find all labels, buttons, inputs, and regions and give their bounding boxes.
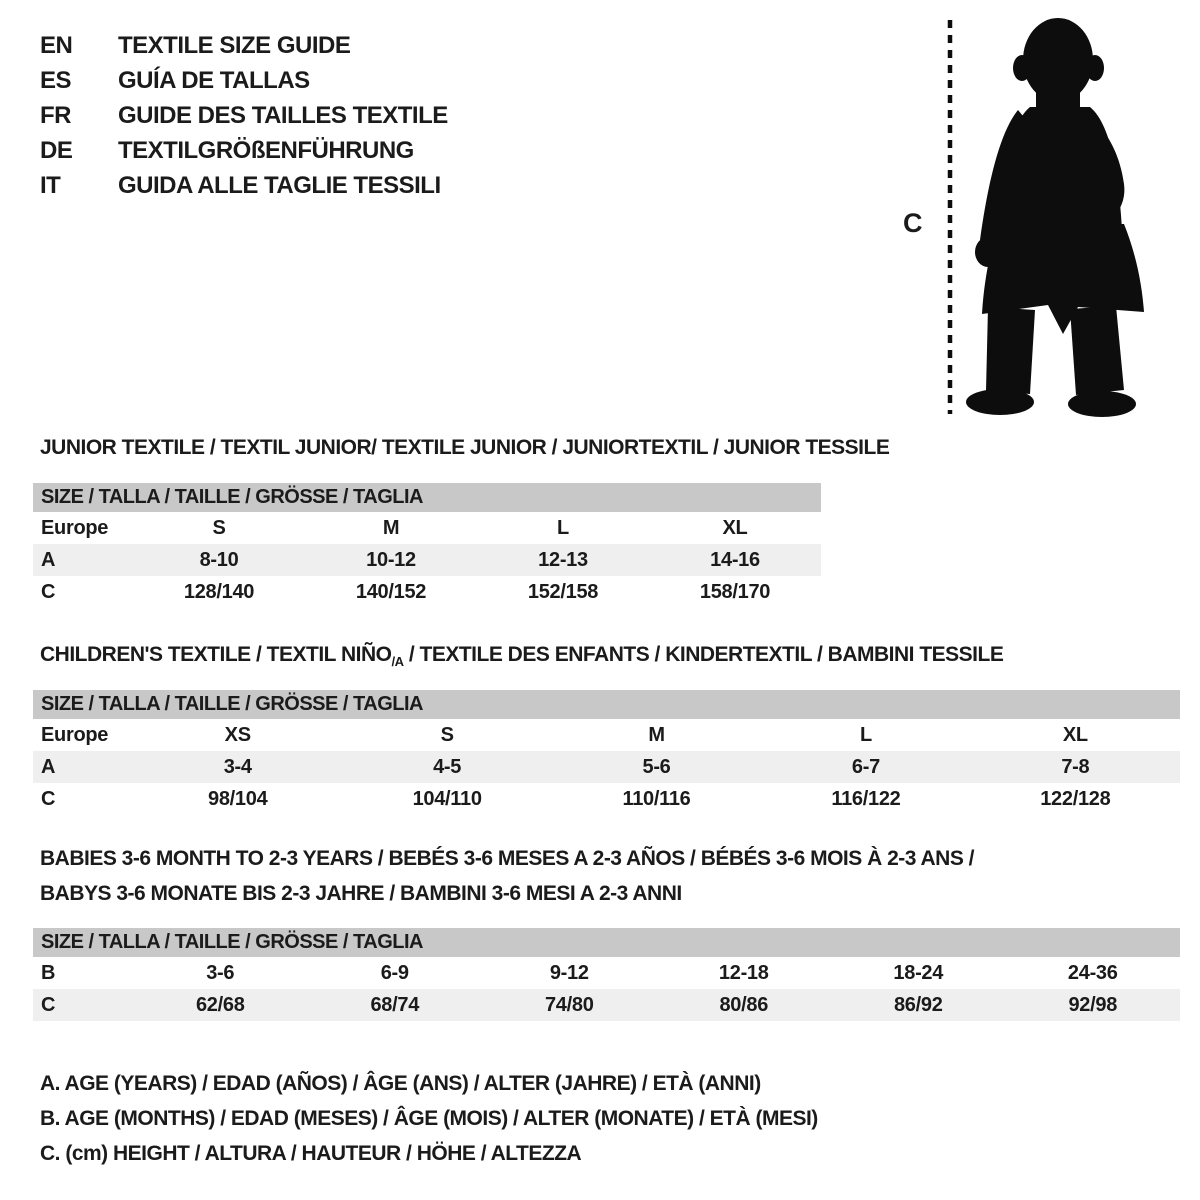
language-title: TEXTILE SIZE GUIDE xyxy=(118,32,351,59)
age-cell: 6-7 xyxy=(851,755,880,778)
height-measure-label: C xyxy=(903,208,922,238)
children-heading-rest: / TEXTILE DES ENFANTS / KINDERTEXTIL / BAMBINI TESSILE xyxy=(403,643,1004,666)
size-cell: L xyxy=(859,723,872,746)
table-row-height xyxy=(33,783,1180,815)
table-row-height xyxy=(33,576,821,608)
size-header-band: SIZE / TALLA / TAILLE / GRÖSSE / TAGLIA xyxy=(33,928,1180,957)
row-label: Europe xyxy=(41,516,109,539)
language-title: GUÍA DE TALLAS xyxy=(118,67,310,94)
height-cell: 140/152 xyxy=(355,580,427,603)
age-cell: 6-9 xyxy=(380,961,409,984)
table-row-europe xyxy=(33,719,1180,751)
age-cell: 4-5 xyxy=(433,755,462,778)
age-cell: 7-8 xyxy=(1061,755,1090,778)
row-label: A xyxy=(41,755,56,778)
language-code: DE xyxy=(40,137,73,164)
height-cell: 116/122 xyxy=(831,787,901,810)
table-row-height xyxy=(33,989,1180,1021)
table-row-age xyxy=(33,544,821,576)
legend-line-a: A. AGE (YEARS) / EDAD (AÑOS) / ÂGE (ANS) / ALTER (JAHRE) / ETÀ (ANNI) xyxy=(40,1072,761,1095)
legend-line-b: B. AGE (MONTHS) / EDAD (MESES) / ÂGE (MOIS) / ALTER (MONATE) / ETÀ (MESI) xyxy=(40,1107,818,1130)
row-label: C xyxy=(41,580,56,603)
height-cell: 74/80 xyxy=(544,993,594,1016)
language-title-row xyxy=(40,98,448,133)
row-label: A xyxy=(41,548,56,571)
height-cell: 92/98 xyxy=(1068,993,1118,1016)
age-cell: 10-12 xyxy=(366,548,416,571)
table-row-age xyxy=(33,751,1180,783)
height-cell: 104/110 xyxy=(412,787,482,810)
language-code: EN xyxy=(40,32,73,59)
legend-line-c: C. (cm) HEIGHT / ALTURA / HAUTEUR / HÖHE / ALTEZZA xyxy=(40,1142,582,1165)
age-cell: 9-12 xyxy=(549,961,589,984)
height-cell: 68/74 xyxy=(370,993,420,1016)
babies-size-table xyxy=(33,928,1180,1021)
size-cell: M xyxy=(648,723,665,746)
size-cell: M xyxy=(382,516,400,539)
size-cell: XL xyxy=(1062,723,1088,746)
height-cell: 152/158 xyxy=(527,580,599,603)
size-header-band: SIZE / TALLA / TAILLE / GRÖSSE / TAGLIA xyxy=(33,483,821,512)
language-title-row xyxy=(40,28,448,63)
row-label: Europe xyxy=(41,723,109,746)
height-cell: 62/68 xyxy=(195,993,245,1016)
table-row-europe xyxy=(33,512,821,544)
height-cell: 86/92 xyxy=(893,993,943,1016)
language-title: TEXTILGRÖßENFÜHRUNG xyxy=(118,137,414,164)
language-title-row xyxy=(40,168,448,203)
children-size-table xyxy=(33,690,1180,815)
size-cell: L xyxy=(557,516,569,539)
babies-section-heading-line1: BABIES 3-6 MONTH TO 2-3 YEARS / BEBÉS 3-6 MESES A 2-3 AÑOS / BÉBÉS 3-6 MOIS À 2-3 ANS / xyxy=(40,847,975,870)
size-cell: XS xyxy=(224,723,251,746)
language-title: GUIDA ALLE TAGLIE TESSILI xyxy=(118,172,441,199)
row-label: C xyxy=(41,993,56,1016)
children-heading-sub: /A xyxy=(391,654,404,670)
age-cell: 8-10 xyxy=(199,548,239,571)
language-code: ES xyxy=(40,67,72,94)
height-cell: 110/116 xyxy=(622,787,691,810)
language-title-row xyxy=(40,63,448,98)
language-title-row xyxy=(40,133,448,168)
children-section-heading xyxy=(40,642,1003,675)
language-title: GUIDE DES TAILLES TEXTILE xyxy=(118,102,448,129)
junior-section-heading: JUNIOR TEXTILE / TEXTIL JUNIOR/ TEXTILE JUNIOR / JUNIORTEXTIL / JUNIOR TESSILE xyxy=(40,436,890,459)
measurement-legend xyxy=(40,1066,818,1171)
junior-size-table xyxy=(33,483,821,608)
size-cell: XL xyxy=(722,516,748,539)
age-cell: 12-18 xyxy=(718,961,769,984)
babies-section-heading-line2: BABYS 3-6 MONATE BIS 2-3 JAHRE / BAMBINI 3-6 MESI A 2-3 ANNI xyxy=(40,882,682,905)
language-title-list xyxy=(40,28,448,203)
age-cell: 14-16 xyxy=(710,548,760,571)
size-cell: S xyxy=(440,723,454,746)
age-cell: 18-24 xyxy=(893,961,944,984)
age-cell: 12-13 xyxy=(538,548,588,571)
height-cell: 122/128 xyxy=(1040,787,1111,810)
language-code: IT xyxy=(40,172,61,199)
children-heading-main: CHILDREN'S TEXTILE / TEXTIL NIÑO xyxy=(40,643,392,666)
age-cell: 5-6 xyxy=(642,755,671,778)
age-cell: 3-6 xyxy=(206,961,235,984)
row-label: C xyxy=(41,787,56,810)
toddler-silhouette-icon xyxy=(966,18,1144,417)
height-cell: 98/104 xyxy=(208,787,268,810)
age-cell: 3-4 xyxy=(223,755,252,778)
language-code: FR xyxy=(40,102,71,129)
toddler-silhouette-figure xyxy=(930,12,1150,424)
age-cell: 24-36 xyxy=(1067,961,1118,984)
size-header-band: SIZE / TALLA / TAILLE / GRÖSSE / TAGLIA xyxy=(33,690,1180,719)
height-cell: 80/86 xyxy=(719,993,769,1016)
height-cell: 128/140 xyxy=(183,580,255,603)
row-label: B xyxy=(41,961,56,984)
size-cell: S xyxy=(212,516,226,539)
table-row-age-months xyxy=(33,957,1180,989)
height-cell: 158/170 xyxy=(699,580,771,603)
